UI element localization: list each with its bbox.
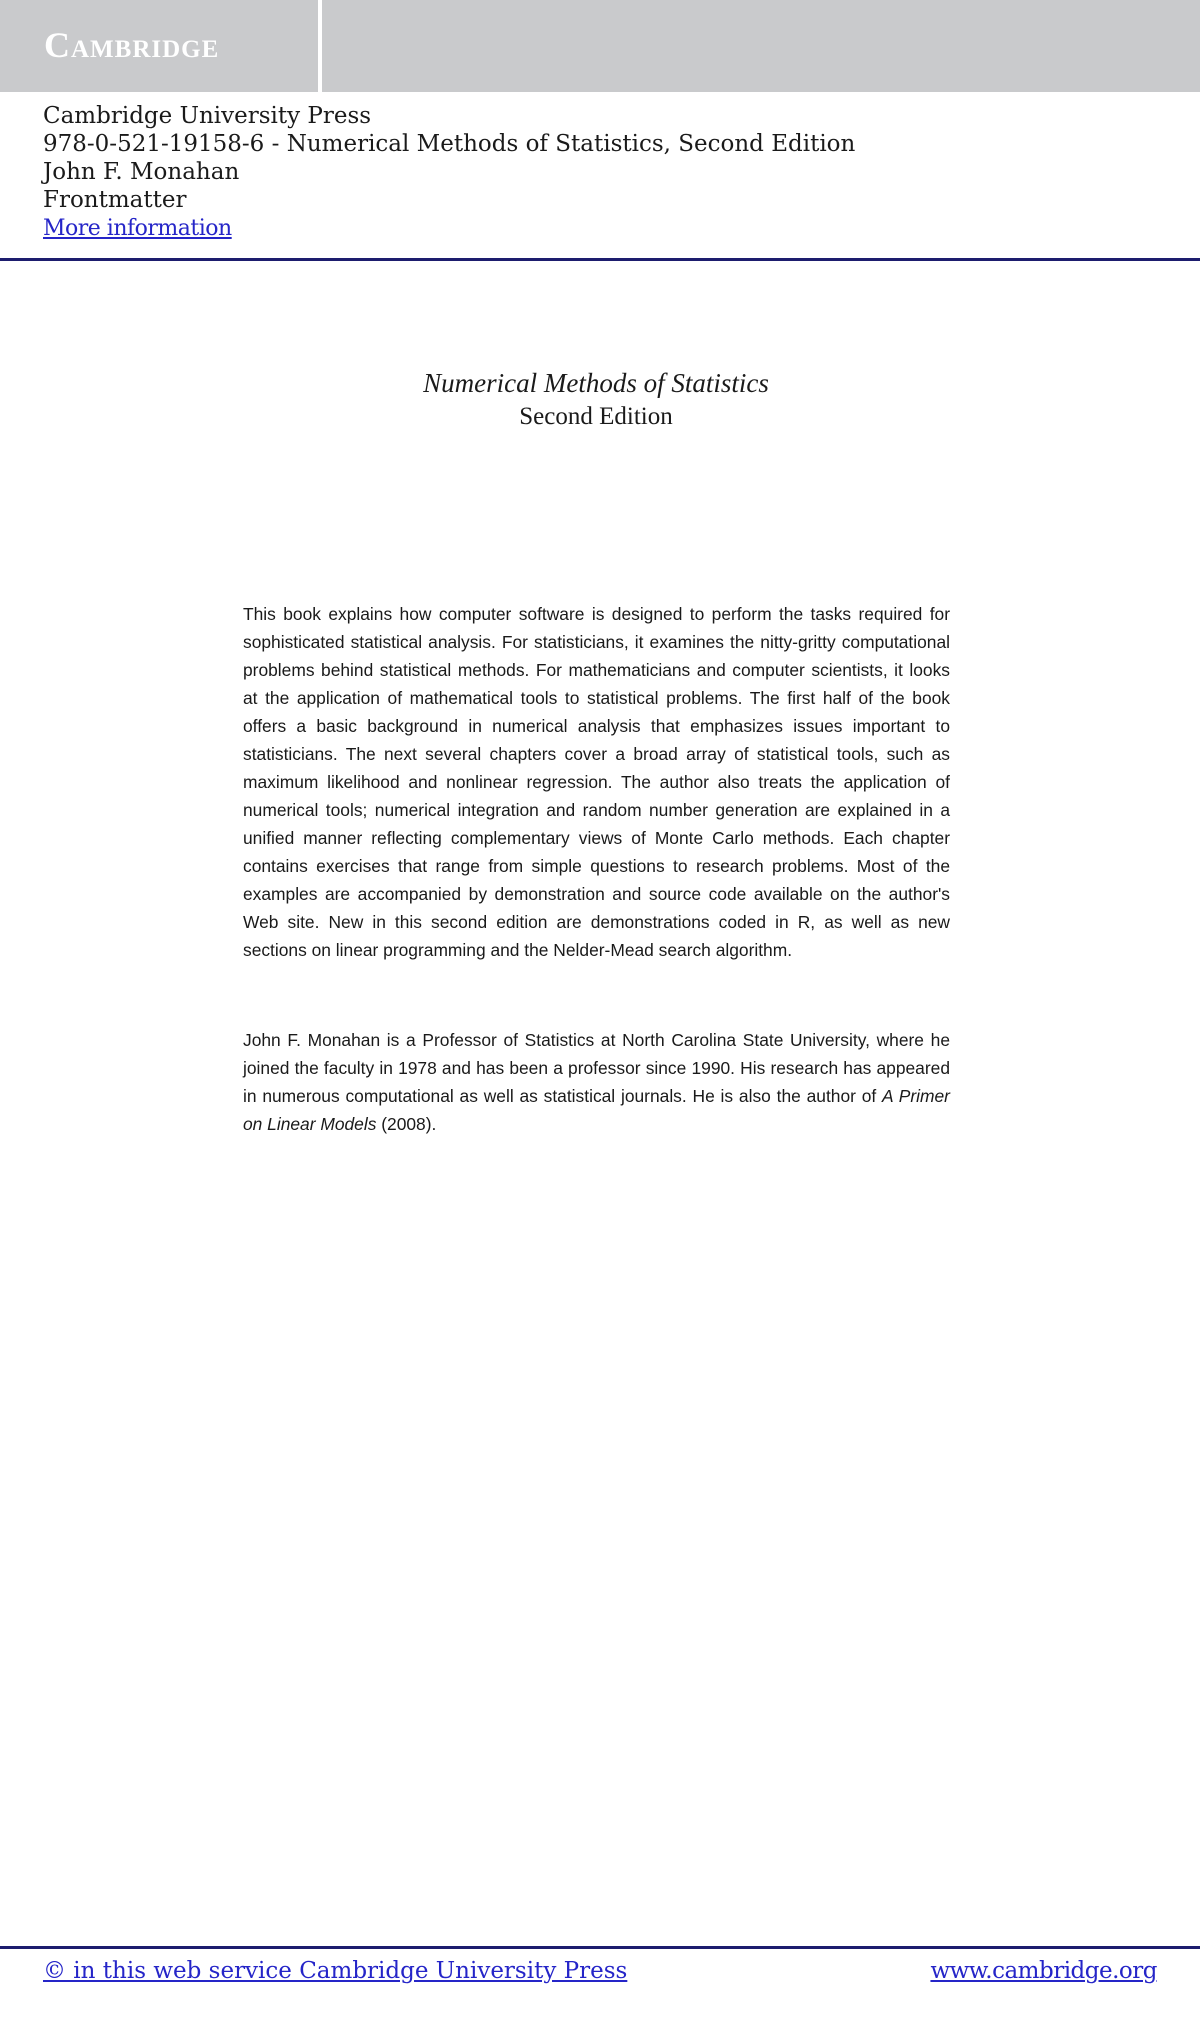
- publisher-name: Cambridge University Press: [43, 103, 372, 129]
- more-information-link[interactable]: More information: [43, 216, 232, 241]
- copyright-link[interactable]: © in this web service Cambridge University Press: [43, 1958, 628, 1984]
- footer-divider: [0, 1946, 1200, 1949]
- section-name: Frontmatter: [43, 187, 187, 213]
- book-description: This book explains how computer software is designed to perform the tasks required for sophisticated statistical analysis. For statisticians, it examines the nitty-gritty computational problems behind statistical methods. For mathematicians and computer scientists, it looks at the application of mathematical tools to statistical problems. The first half of the book offers a basic background in numerical analysis that emphasizes issues important to statisticians. The next several chapters cover a broad array of statistical tools, such as maximum likelihood and nonlinear regression. The author also treats the application of numerical tools; numerical integration and random number generation are explained in a unified manner reflecting complementary views of Monte Carlo methods. Each chapter contains exercises that range from simple questions to research problems. Most of the examples are accompanied by demonstration and source code available on the author's Web site. New in this second edition are demonstrations coded in R, as well as new sections on linear programming and the Nelder-Mead search algorithm.: [243, 604, 950, 960]
- cambridge-site-link[interactable]: www.cambridge.org: [930, 1958, 1157, 1984]
- title-block: [0, 366, 1192, 434]
- cambridge-logo[interactable]: Cambridge: [44, 25, 220, 65]
- author-name: John F. Monahan: [43, 159, 240, 185]
- book-edition: Second Edition: [519, 403, 673, 430]
- brand-box: [0, 0, 318, 92]
- book-title: Numerical Methods of Statistics: [423, 368, 769, 398]
- author-bio-year: (2008).: [376, 1114, 437, 1134]
- header-bar: [0, 0, 1200, 92]
- book-metadata: [43, 102, 855, 243]
- brand-divider: [318, 0, 322, 92]
- author-bio-text: John F. Monahan is a Professor of Statistics at North Carolina State University, where he joined the faculty in 1978 and has been a professor since 1990. His research has appeared in numerous computational as well as statistical journals. He is also the author of: [243, 1030, 950, 1106]
- author-other-book: A Primer on Linear Models: [243, 1086, 950, 1134]
- header-divider: [0, 258, 1200, 261]
- author-bio: [243, 1026, 950, 1138]
- isbn-title: 978-0-521-19158-6 - Numerical Methods of Statistics, Second Edition: [43, 131, 856, 157]
